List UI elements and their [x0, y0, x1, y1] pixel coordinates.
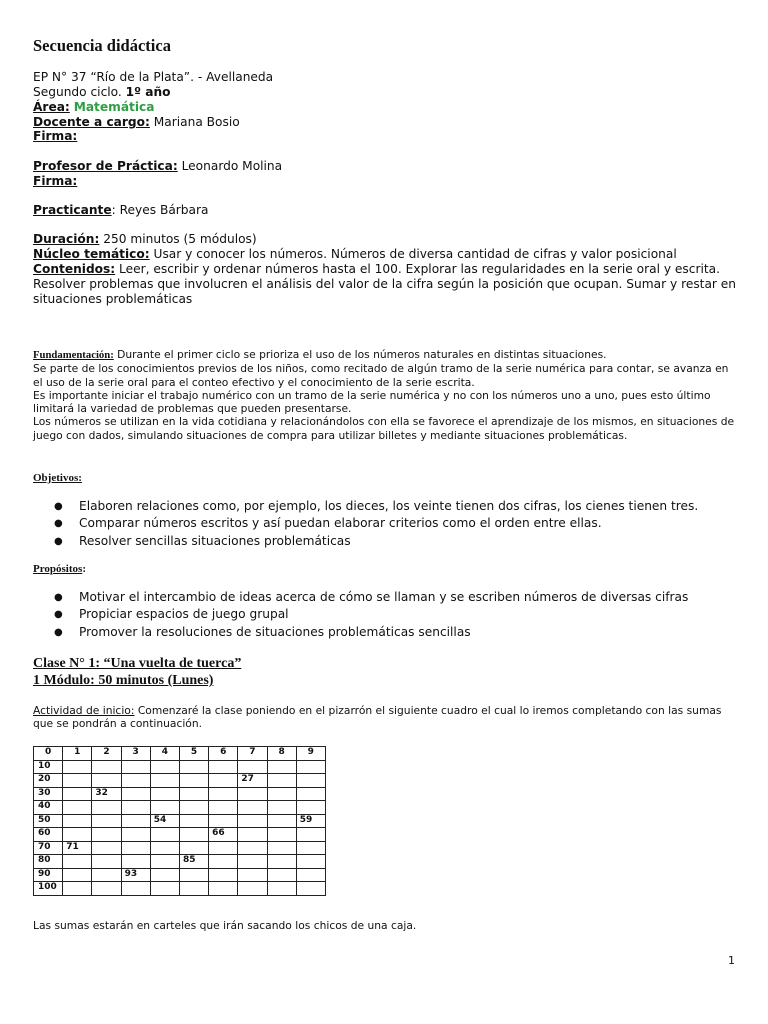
bullet-icon: ●: [54, 535, 63, 547]
purpose-text: Motivar el intercambio de ideas acerca de cómo se llaman y se escriben números de diversas cifras: [79, 590, 689, 604]
table-cell: [121, 828, 150, 842]
table-cell: [63, 828, 92, 842]
table-row: [34, 747, 326, 761]
table-cell: [267, 774, 296, 788]
table-cell: [121, 760, 150, 774]
table-cell: [238, 787, 267, 801]
table-cell: 90: [34, 868, 63, 882]
table-cell: 30: [34, 787, 63, 801]
list-item: [52, 589, 688, 606]
table-cell: 10: [34, 760, 63, 774]
table-cell: [267, 868, 296, 882]
table-cell: 50: [34, 814, 63, 828]
table-cell: [267, 801, 296, 815]
table-cell: [179, 841, 208, 855]
table-cell: [150, 774, 179, 788]
list-item: [52, 515, 698, 532]
cycle-text: Segundo ciclo.: [33, 85, 126, 99]
purposes-list: [52, 589, 688, 641]
purposes-heading: [33, 562, 86, 577]
class-heading: [33, 655, 241, 689]
table-cell: [296, 760, 325, 774]
rationale-p1: [33, 348, 738, 362]
table-cell: [296, 882, 325, 896]
purpose-text: Propiciar espacios de juego grupal: [79, 607, 289, 622]
bullet-icon: ●: [54, 592, 63, 603]
table-cell: [296, 787, 325, 801]
table-cell: [92, 801, 121, 815]
table-cell: [92, 814, 121, 828]
objective-text: Resolver sencillas situaciones problemáticas: [79, 533, 351, 548]
table-cell: [150, 828, 179, 842]
table-cell: [121, 841, 150, 855]
table-row: [34, 787, 326, 801]
table-header-cell: 7: [238, 747, 267, 761]
table-cell: [209, 774, 238, 788]
table-header-cell: 2: [92, 747, 121, 761]
table-cell: [63, 882, 92, 896]
table-row: [34, 828, 326, 842]
table-cell: [209, 801, 238, 815]
table-cell: [179, 882, 208, 896]
table-cell: [267, 787, 296, 801]
core-label: Núcleo temático:: [33, 247, 150, 261]
table-cell: [209, 760, 238, 774]
rationale-label: Fundamentación:: [33, 349, 114, 361]
table-cell: 40: [34, 801, 63, 815]
table-header-cell: 1: [63, 747, 92, 761]
rationale-p4: Los números se utilizan en la vida cotidiana y relacionándolos con ella se favorece el aprendizaje de los mismos, en situaciones de juego con dados, simulando situaciones de compra para utilizar billetes y mediante situaciones problemáticas.: [33, 415, 735, 442]
table-cell: [238, 760, 267, 774]
table-cell: [209, 882, 238, 896]
duration-value: 250 minutos (5 módulos): [99, 232, 257, 246]
table-cell: [150, 760, 179, 774]
practice-prof-value: Leonardo Molina: [177, 159, 283, 173]
table-cell: [92, 774, 121, 788]
table-cell: 100: [34, 882, 63, 896]
table-cell: [296, 868, 325, 882]
table-cell: [209, 787, 238, 801]
table-cell: [179, 760, 208, 774]
table-cell: [150, 841, 179, 855]
bullet-icon: ●: [54, 518, 63, 530]
table-cell: [238, 841, 267, 855]
area-label: Área:: [33, 100, 70, 114]
table-cell: [63, 814, 92, 828]
table-cell: [238, 868, 267, 882]
class-module: 1 Módulo: 50 minutos (Lunes): [33, 673, 214, 688]
table-cell: [63, 760, 92, 774]
table-cell: [121, 855, 150, 869]
class-title: Clase N° 1: “Una vuelta de tuerca”: [33, 656, 242, 671]
practice-prof-label: Profesor de Práctica:: [33, 159, 178, 173]
purpose-text: Promover la resoluciones de situaciones problemáticas sencillas: [79, 624, 471, 639]
core-value: Usar y conocer los números. Números de diversa cantidad de cifras y valor posicional: [149, 247, 677, 261]
table-cell: [296, 855, 325, 869]
area-value: Matemática: [73, 100, 155, 114]
activity-paragraph: [33, 704, 738, 731]
table-cell: 66: [209, 828, 238, 842]
list-item: [52, 606, 688, 623]
teacher-line: [33, 115, 240, 130]
rationale-section: [33, 348, 738, 442]
table-cell: 80: [34, 855, 63, 869]
table-header-cell: 5: [179, 747, 208, 761]
table-cell: [92, 841, 121, 855]
contents-value: Leer, escribir y ordenar números hasta el 100. Explorar las regularidades en la serie oral y escrita. Resolver problemas que involucren el análisis del valor de la cifra según la posición que ocupan. Sumar y restar en situaciones problemáticas: [33, 262, 737, 306]
year-text: 1º año: [125, 85, 171, 99]
table-cell: [179, 828, 208, 842]
bullet-icon: ●: [54, 501, 63, 512]
objectives-list: [52, 498, 698, 550]
table-row: [34, 841, 326, 855]
table-cell: [92, 855, 121, 869]
list-item: [52, 533, 698, 550]
table-cell: [121, 801, 150, 815]
duration-line: [33, 232, 257, 247]
list-item: [52, 624, 688, 641]
page-number: 1: [728, 954, 735, 967]
table-row: [34, 882, 326, 896]
table-cell: [238, 814, 267, 828]
contents-label: Contenidos:: [33, 262, 116, 276]
table-row: [34, 760, 326, 774]
number-grid-table: [33, 746, 326, 896]
table-cell: [267, 760, 296, 774]
table-header-cell: 8: [267, 747, 296, 761]
table-cell: 27: [238, 774, 267, 788]
table-cell: [63, 787, 92, 801]
activity-label: Actividad de inicio:: [33, 704, 135, 717]
contents-paragraph: [33, 262, 738, 307]
table-header-cell: 3: [121, 747, 150, 761]
table-cell: [121, 774, 150, 788]
practice-prof-line: [33, 159, 282, 174]
table-row: [34, 814, 326, 828]
table-cell: [179, 814, 208, 828]
table-cell: [296, 801, 325, 815]
table-cell: [63, 855, 92, 869]
table-cell: [150, 855, 179, 869]
table-cell: [150, 801, 179, 815]
table-header-cell: 9: [296, 747, 325, 761]
table-cell: [267, 814, 296, 828]
activity-text: Comenzaré la clase poniendo en el pizarrón el siguiente cuadro el cual lo iremos completando con las sumas que se pondrán a continuación.: [33, 704, 722, 731]
duration-label: Duración:: [33, 232, 100, 246]
table-cell: [267, 841, 296, 855]
table-cell: [121, 787, 150, 801]
table-header-cell: 6: [209, 747, 238, 761]
table-cell: 32: [92, 787, 121, 801]
table-cell: [209, 855, 238, 869]
table-cell: [209, 868, 238, 882]
purposes-label: Propósitos: [33, 563, 83, 575]
table-cell: 54: [150, 814, 179, 828]
table-cell: [179, 801, 208, 815]
table-cell: [121, 814, 150, 828]
table-cell: 85: [179, 855, 208, 869]
core-line: [33, 247, 677, 262]
table-cell: [238, 801, 267, 815]
table-row: [34, 774, 326, 788]
intern-label: Practicante: [33, 203, 112, 217]
area-line: [33, 100, 155, 115]
table-cell: 93: [121, 868, 150, 882]
table-cell: [267, 828, 296, 842]
rationale-p2: Se parte de los conocimientos previos de los niños, como recitado de algún tramo de la serie numérica para contar, se avanza en el uso de la serie oral para el conteo efectivo y el conocimiento de la serie escrita.: [33, 362, 729, 389]
table-cell: [63, 868, 92, 882]
school-line: EP N° 37 “Río de la Plata”. - Avellaneda: [33, 70, 274, 84]
table-cell: [179, 787, 208, 801]
table-cell: [150, 787, 179, 801]
bullet-icon: ●: [54, 609, 63, 621]
table-cell: [267, 855, 296, 869]
list-item: [52, 498, 698, 515]
table-cell: [238, 855, 267, 869]
table-cell: [209, 814, 238, 828]
intern-value: : Reyes Bárbara: [111, 203, 209, 217]
table-row: [34, 801, 326, 815]
table-cell: [92, 760, 121, 774]
table-cell: [179, 868, 208, 882]
table-cell: [238, 882, 267, 896]
table-row: [34, 868, 326, 882]
closing-text: Las sumas estarán en carteles que irán sacando los chicos de una caja.: [33, 919, 417, 932]
table-cell: [63, 774, 92, 788]
table-cell: [296, 841, 325, 855]
table-cell: [63, 801, 92, 815]
bullet-icon: ●: [54, 626, 63, 638]
objective-text: Comparar números escritos y así puedan elaborar criterios como el orden entre ellas.: [79, 516, 602, 531]
teacher-value: Mariana Bosio: [149, 115, 240, 129]
rationale-p3: Es importante iniciar el trabajo numérico con un tramo de la serie numérica y no con los números uno a uno, pues esto último limitará la variedad de problemas que pueden presentarse.: [33, 388, 711, 416]
table-cell: [209, 841, 238, 855]
table-cell: [296, 828, 325, 842]
table-cell: [238, 828, 267, 842]
table-row: [34, 855, 326, 869]
table-cell: 71: [63, 841, 92, 855]
table-cell: [150, 868, 179, 882]
intern-line: [33, 203, 208, 218]
table-header-cell: 4: [150, 747, 179, 761]
table-cell: 70: [34, 841, 63, 855]
purposes-colon: :: [82, 563, 86, 575]
table-cell: [150, 882, 179, 896]
objective-text: Elaboren relaciones como, por ejemplo, los dieces, los veinte tienen dos cifras, los cienes tienen tres.: [79, 499, 699, 513]
signature-label-2: Firma:: [33, 174, 78, 188]
table-cell: [296, 774, 325, 788]
table-cell: [92, 882, 121, 896]
table-cell: [179, 774, 208, 788]
rationale-p1-text: Durante el primer ciclo se prioriza el uso de los números naturales en distintas situaciones.: [113, 348, 607, 361]
table-cell: 59: [296, 814, 325, 828]
table-cell: 20: [34, 774, 63, 788]
table-cell: [267, 882, 296, 896]
table-cell: [92, 828, 121, 842]
table-cell: 60: [34, 828, 63, 842]
signature-label: Firma:: [33, 129, 78, 143]
teacher-label: Docente a cargo:: [33, 115, 150, 129]
document-title: Secuencia didáctica: [33, 36, 171, 55]
cycle-line: [33, 85, 171, 100]
table-cell: [121, 882, 150, 896]
table-header-cell: 0: [34, 747, 63, 761]
objectives-heading: Objetivos:: [33, 472, 82, 484]
table-cell: [92, 868, 121, 882]
